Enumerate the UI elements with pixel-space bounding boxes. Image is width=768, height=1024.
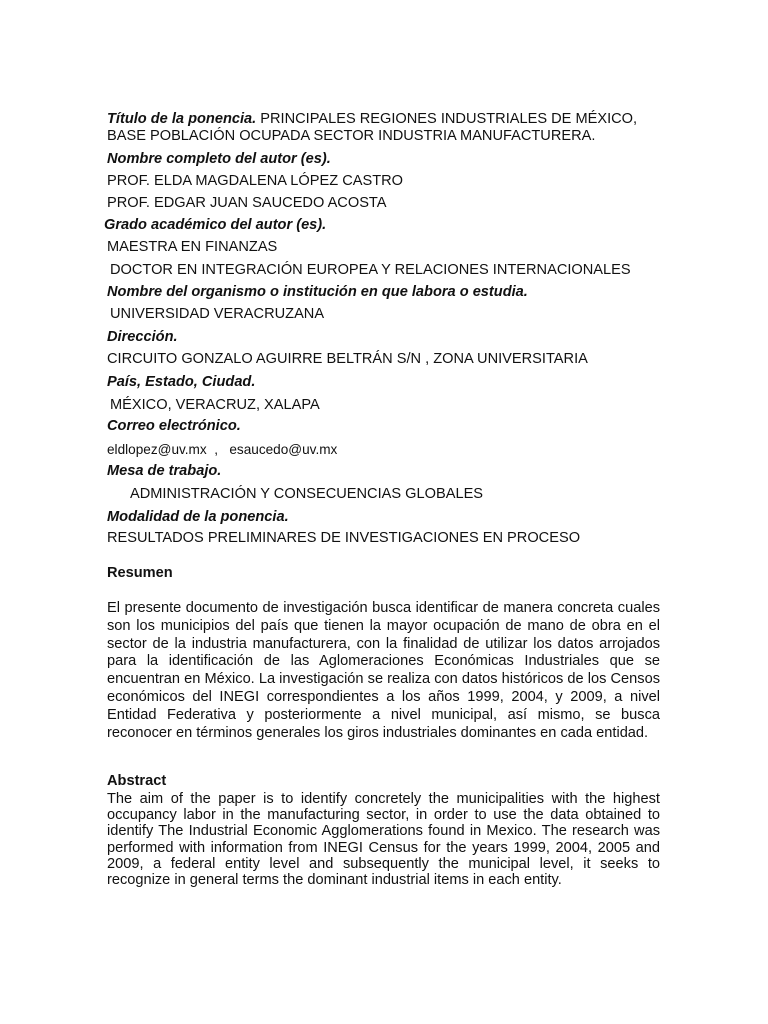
modalidad-value: RESULTADOS PRELIMINARES DE INVESTIGACIONES EN PROCESO xyxy=(107,530,581,546)
correo-value: eldlopez@uv.mx , esaucedo@uv.mx xyxy=(107,442,338,457)
mesa-value: ADMINISTRACIÓN Y CONSECUENCIAS GLOBALES xyxy=(130,486,484,502)
pais-value: MÉXICO, VERACRUZ, XALAPA xyxy=(110,397,320,413)
resumen-paragraph: El presente documento de investigación busca identificar de manera concreta cuales son los municipios del país que tienen la mayor ocupación de mano de obra en el sector de la industria manufacturera, con la finalidad de utilizar los datos arrojados para la identificación de las Aglomeraciones Económicas Industriales que se encuentran en México. La investigación se realiza con datos históricos de los Censos económicos del INEGI correspondientes a los años 1999, 2004, y 2009, a nivel Entidad Federativa y posteriormente a nivel municipal, así mismo, se busca reconocer en términos generales los giros industriales dominantes en cada entidad. xyxy=(107,600,660,741)
pais-label: País, Estado, Ciudad. xyxy=(107,374,256,390)
direccion-value: CIRCUITO GONZALO AGUIRRE BELTRÁN S/N , ZONA UNIVERSITARIA xyxy=(107,351,588,367)
grado-1: MAESTRA EN FINANZAS xyxy=(107,239,278,255)
correo-label: Correo electrónico. xyxy=(107,418,241,434)
autor-label: Nombre completo del autor (es). xyxy=(107,151,331,167)
titulo-value-1: PRINCIPALES REGIONES INDUSTRIALES DE MÉXICO, xyxy=(256,111,638,127)
grado-2: DOCTOR EN INTEGRACIÓN EUROPEA Y RELACIONES INTERNACIONALES xyxy=(110,262,631,278)
titulo-value-2: BASE POBLACIÓN OCUPADA SECTOR INDUSTRIA MANUFACTURERA. xyxy=(107,128,596,144)
titulo-line-1 xyxy=(107,111,637,128)
modalidad-label: Modalidad de la ponencia. xyxy=(107,509,289,525)
organismo-label: Nombre del organismo o institución en que labora o estudia. xyxy=(107,284,528,300)
titulo-label: Título de la ponencia. xyxy=(107,111,257,127)
grado-label: Grado académico del autor (es). xyxy=(104,217,327,233)
autor-2: PROF. EDGAR JUAN SAUCEDO ACOSTA xyxy=(107,195,387,211)
autor-1: PROF. ELDA MAGDALENA LÓPEZ CASTRO xyxy=(107,173,404,189)
abstract-heading: Abstract xyxy=(107,773,167,789)
resumen-heading: Resumen xyxy=(107,565,173,581)
organismo-value: UNIVERSIDAD VERACRUZANA xyxy=(110,306,325,322)
mesa-label: Mesa de trabajo. xyxy=(107,463,222,479)
direccion-label: Dirección. xyxy=(107,329,178,345)
abstract-paragraph: The aim of the paper is to identify concretely the municipalities with the highest occupancy labor in the manufacturing sector, in order to use the data obtained to identify The Industrial Economic Agglomerations found in Mexico. The research was performed with information from INEGI Census for the years 1999, 2004, 2005 and 2009, a federal entity level and subsequently the municipal level, it seeks to recognize in general terms the dominant industrial items in each entity. xyxy=(107,791,660,889)
